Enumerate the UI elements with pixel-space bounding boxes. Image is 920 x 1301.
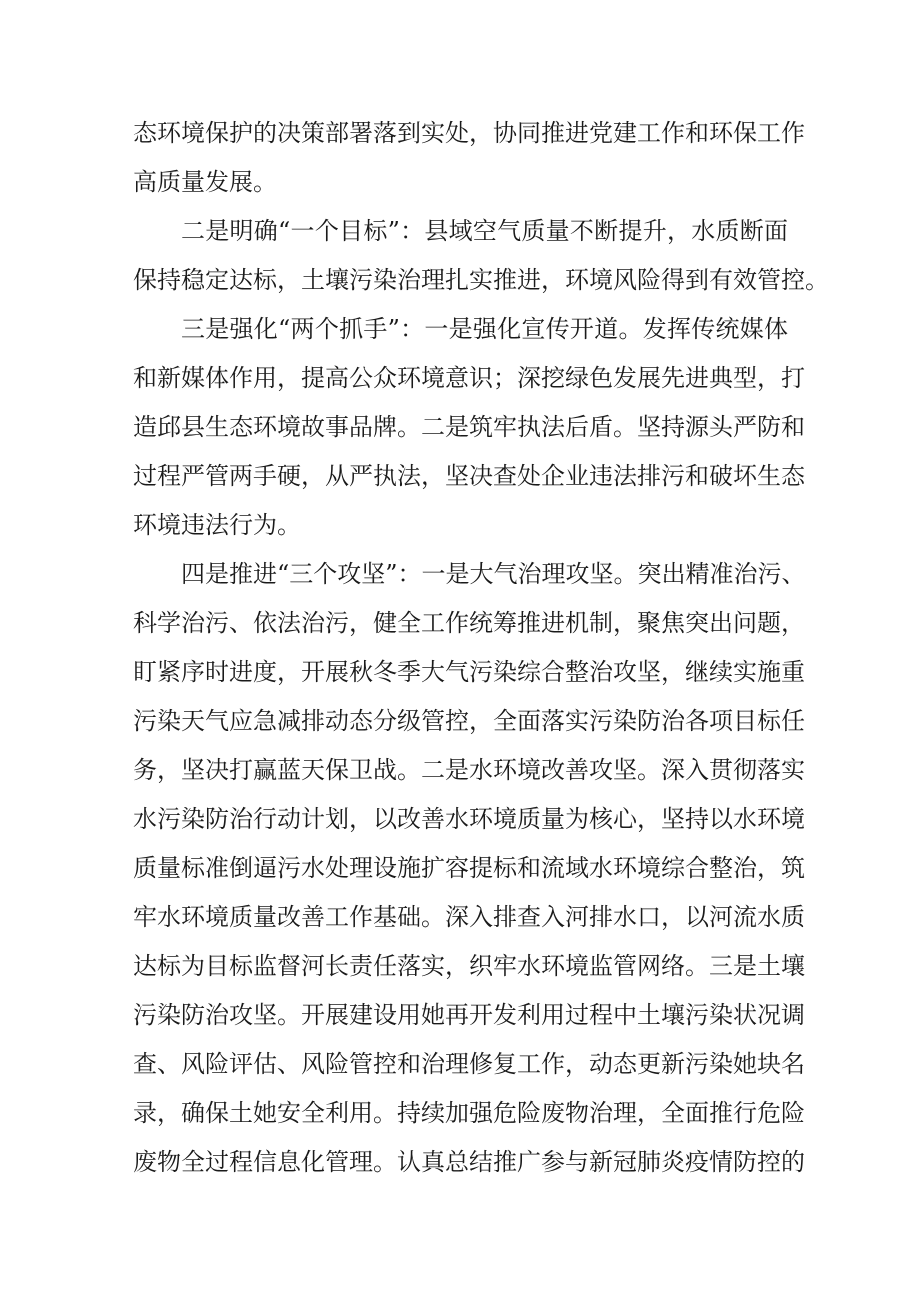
text-line-content: 查、风险评估、风险管控和治理修复工作，动态更新污染她块名: [133, 1050, 805, 1078]
text-line-content: 二是明确“一个目标”：县域空气质量不断提升，水质断面: [181, 217, 788, 245]
text-line-content: 高质量发展。: [133, 168, 277, 196]
text-line: [133, 162, 920, 202]
text-line-content: 四是推进“三个攻坚”：一是大气治理攻坚。突出精准治污、: [181, 560, 806, 588]
text-line: [133, 260, 920, 300]
text-line: [133, 505, 920, 545]
text-line-content: 达标为目标监督河长责任落实，织牢水环境监管网络。三是土壤: [133, 952, 805, 980]
text-line-content: 过程严管两手硬，从严执法，坚决查处企业违法排污和破坏生态: [133, 462, 805, 490]
text-line-content: 污染天气应急减排动态分级管控，全面落实污染防治各项目标任: [133, 707, 805, 735]
text-line-content: 录，确保土她安全利用。持续加强危险废物治理，全面推行危险: [133, 1099, 805, 1127]
text-line-content: 三是强化“两个抓手”：一是强化宣传开道。发挥传统媒体: [181, 315, 788, 343]
text-line-content: 科学治污、依法治污，健全工作统筹推进机制，聚焦突出问题，: [133, 609, 805, 637]
text-line-content: 废物全过程信息化管理。认真总结推广参与新冠肺炎疫情防控的: [133, 1148, 805, 1176]
text-line: [133, 358, 920, 398]
paragraph-first-line: [181, 309, 920, 349]
text-line-content: 水污染防治行动计划，以改善水环境质量为核心，坚持以水环境: [133, 805, 805, 833]
text-line-content: 质量标准倒逼污水处理设施扩容提标和流域水环境综合整治，筑: [133, 854, 805, 882]
paragraph-first-line: [181, 211, 920, 251]
text-line: [133, 113, 920, 153]
text-line: [133, 603, 920, 643]
text-line: [133, 799, 920, 839]
text-line: [133, 652, 920, 692]
text-line-content: 盯紧序时进度，开展秋冬季大气污染综合整治攻坚，继续实施重: [133, 658, 805, 686]
text-line: [133, 897, 920, 937]
text-line: [133, 701, 920, 741]
text-line: [133, 1142, 920, 1182]
text-line-content: 务，坚决打赢蓝天保卫战。二是水环境改善攻坚。深入贯彻落实: [133, 756, 805, 784]
text-line: [133, 1044, 920, 1084]
text-line-content: 污染防治攻坚。开展建设用她再开发利用过程中土壤污染状况调: [133, 1001, 805, 1029]
text-line: [133, 456, 920, 496]
text-line: [133, 995, 920, 1035]
paragraph-first-line: [181, 554, 920, 594]
text-line-content: 环境违法行为。: [133, 511, 301, 539]
text-line: [133, 1093, 920, 1133]
text-line-content: 和新媒体作用，提高公众环境意识；深挖绿色发展先进典型，打: [133, 364, 805, 392]
text-line: [133, 750, 920, 790]
text-line-content: 态环境保护的决策部署落到实处，协同推进党建工作和环保工作: [133, 119, 805, 147]
text-line: [133, 407, 920, 447]
text-line-content: 保持稳定达标，土壤污染治理扎实推进，环境风险得到有效管控。: [133, 266, 829, 294]
text-line-content: 造邱县生态环境故事品牌。二是筑牢执法后盾。坚持源头严防和: [133, 413, 805, 441]
text-line-content: 牢水环境质量改善工作基础。深入排查入河排水口，以河流水质: [133, 903, 805, 931]
text-line: [133, 848, 920, 888]
text-line: [133, 946, 920, 986]
